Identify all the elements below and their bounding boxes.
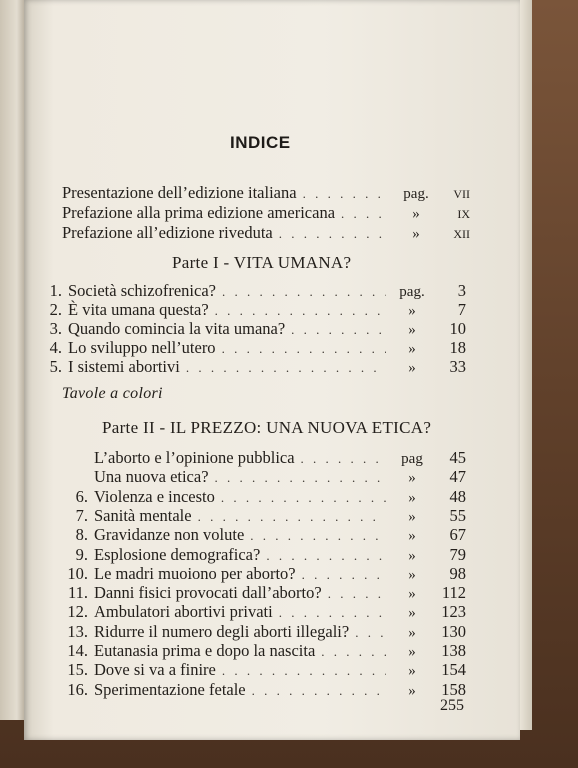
page-number: 48 xyxy=(449,486,466,506)
toc-row xyxy=(62,223,470,243)
toc-row xyxy=(62,583,466,603)
entry-title: Sanità mentale xyxy=(94,505,192,525)
chapter-number: 10. xyxy=(67,563,88,583)
page-ref: » xyxy=(408,489,416,506)
page-number: 67 xyxy=(449,525,466,545)
dot-leader xyxy=(186,360,386,376)
dot-leader xyxy=(215,470,386,486)
page-number: IX xyxy=(457,207,470,221)
plates-heading: Tavole a colori xyxy=(62,385,163,402)
entry-title: Società schizofrenica? xyxy=(68,281,216,300)
page-number: 10 xyxy=(449,319,466,338)
page-number: 7 xyxy=(457,300,466,319)
left-page-edge xyxy=(0,0,24,720)
page-ref: » xyxy=(412,206,420,222)
page-ref: » xyxy=(408,586,416,603)
page-ref: » xyxy=(408,682,416,699)
dot-leader xyxy=(222,663,386,679)
chapter-number: 1. xyxy=(49,281,62,300)
entry-title: L’aborto e l’opinione pubblica xyxy=(94,448,295,467)
entry-title: Una nuova etica? xyxy=(94,467,209,487)
toc-row xyxy=(62,525,466,545)
page-number: 79 xyxy=(449,544,466,564)
entry-title: Ridurre il numero degli aborti illegali? xyxy=(94,621,350,641)
page-number: 130 xyxy=(441,621,466,641)
chapter-number: 15. xyxy=(67,660,88,680)
dot-leader xyxy=(252,683,386,699)
page-ref: pag xyxy=(401,451,423,467)
page-ref: » xyxy=(408,644,416,660)
entry-title: Presentazione dell’edizione italiana xyxy=(62,183,297,202)
dot-leader xyxy=(355,625,386,641)
dot-leader xyxy=(341,206,390,222)
entry-title: Eutanasia prima e dopo la nascita xyxy=(94,641,316,660)
page-ref: » xyxy=(408,470,416,487)
page-ref: » xyxy=(408,341,416,357)
entry-title: Prefazione all’edizione riveduta xyxy=(62,223,273,242)
chapter-number: 8. xyxy=(75,525,88,545)
entry-title: Sperimentazione fetale xyxy=(94,679,246,699)
dot-leader xyxy=(328,586,386,602)
part-heading: Parte I - VITA UMANA? xyxy=(172,253,352,272)
page-ref: » xyxy=(408,663,416,680)
toc-row xyxy=(62,602,466,622)
chapter-number: 5. xyxy=(49,357,62,376)
toc-row xyxy=(62,545,466,565)
page-ref: pag. xyxy=(399,284,425,300)
toc-row xyxy=(36,338,466,358)
toc-row xyxy=(62,183,470,203)
dot-leader xyxy=(302,567,386,583)
page-stack-edge xyxy=(520,0,532,730)
chapter-number: 6. xyxy=(75,486,88,506)
chapter-number: 7. xyxy=(75,505,88,525)
entry-title: Violenza e incesto xyxy=(94,486,215,506)
chapter-number: 12. xyxy=(67,602,88,622)
page-number: 123 xyxy=(441,602,466,622)
entry-title: Le madri muoiono per aborto? xyxy=(94,563,296,583)
dot-leader xyxy=(221,490,386,506)
index-title: INDICE xyxy=(230,133,291,152)
entry-title: Danni fisici provocati dall’aborto? xyxy=(94,583,322,603)
page-number: 3 xyxy=(457,281,466,300)
dot-leader xyxy=(198,509,386,525)
page-ref: » xyxy=(408,322,416,338)
dot-leader xyxy=(250,528,386,544)
toc-row xyxy=(36,357,466,377)
entry-title: Dove si va a finire xyxy=(94,660,216,680)
entry-title: Esplosione demografica? xyxy=(94,544,261,564)
entry-title: Prefazione alla prima edizione americana xyxy=(62,203,336,222)
page-number: 47 xyxy=(449,467,466,487)
toc-row xyxy=(36,300,466,320)
page-ref: » xyxy=(408,508,416,525)
dot-leader xyxy=(266,548,386,564)
page-number: 158 xyxy=(441,679,466,699)
dot-leader xyxy=(215,303,386,319)
page-ref: » xyxy=(408,303,416,319)
page-number: 98 xyxy=(449,563,466,583)
dot-leader xyxy=(279,605,386,621)
page-number: 112 xyxy=(441,583,466,603)
entry-title: Lo sviluppo nell’utero xyxy=(68,338,216,357)
page-number: 154 xyxy=(441,660,466,680)
page-ref: » xyxy=(408,547,416,564)
dot-leader xyxy=(291,322,386,338)
chapter-number: 16. xyxy=(67,679,88,699)
page-ref: » xyxy=(412,226,420,242)
chapter-number: 4. xyxy=(49,338,62,357)
page-ref: » xyxy=(408,624,416,641)
page-number: 33 xyxy=(449,357,466,376)
page-number: VII xyxy=(453,187,470,201)
dot-leader xyxy=(222,284,386,300)
toc-row xyxy=(62,680,466,700)
toc-row xyxy=(62,660,466,680)
entry-title: Ambulatori abortivi privati xyxy=(94,602,273,622)
page-ref: » xyxy=(408,566,416,583)
chapter-number: 14. xyxy=(67,641,88,660)
toc-row xyxy=(62,622,466,642)
chapter-number: 2. xyxy=(49,300,62,319)
toc-row xyxy=(62,641,466,661)
page-ref: » xyxy=(408,360,416,376)
dot-leader xyxy=(279,226,390,242)
dot-leader xyxy=(222,341,386,357)
dot-leader xyxy=(303,186,390,202)
entry-title: È vita umana questa? xyxy=(68,300,209,319)
page-number: 18 xyxy=(449,338,466,357)
toc-row xyxy=(62,506,466,526)
toc-row xyxy=(62,487,466,507)
toc-row xyxy=(62,467,466,487)
toc-row xyxy=(62,448,466,468)
page-ref: » xyxy=(408,605,416,622)
entry-title: Gravidanze non volute xyxy=(94,525,245,545)
part-heading: Parte II - IL PREZZO: UNA NUOVA ETICA? xyxy=(102,418,432,437)
toc-row xyxy=(62,203,470,223)
page-ref: pag. xyxy=(403,186,429,202)
page-ref: » xyxy=(408,528,416,545)
chapter-number: 3. xyxy=(49,319,62,338)
toc-row xyxy=(36,319,466,339)
folio-page-number: 255 xyxy=(440,697,464,714)
page-number: 138 xyxy=(441,641,466,660)
page-number: 45 xyxy=(449,448,466,467)
chapter-number: 13. xyxy=(67,621,88,641)
toc-row xyxy=(36,281,466,301)
dot-leader xyxy=(301,451,386,467)
entry-title: Quando comincia la vita umana? xyxy=(68,319,286,338)
dot-leader xyxy=(321,644,386,660)
chapter-number: 11. xyxy=(67,583,88,603)
chapter-number: 9. xyxy=(75,544,88,564)
page-number: XII xyxy=(453,227,470,241)
page-number: 55 xyxy=(449,505,466,525)
toc-row xyxy=(62,564,466,584)
entry-title: I sistemi abortivi xyxy=(68,357,180,376)
